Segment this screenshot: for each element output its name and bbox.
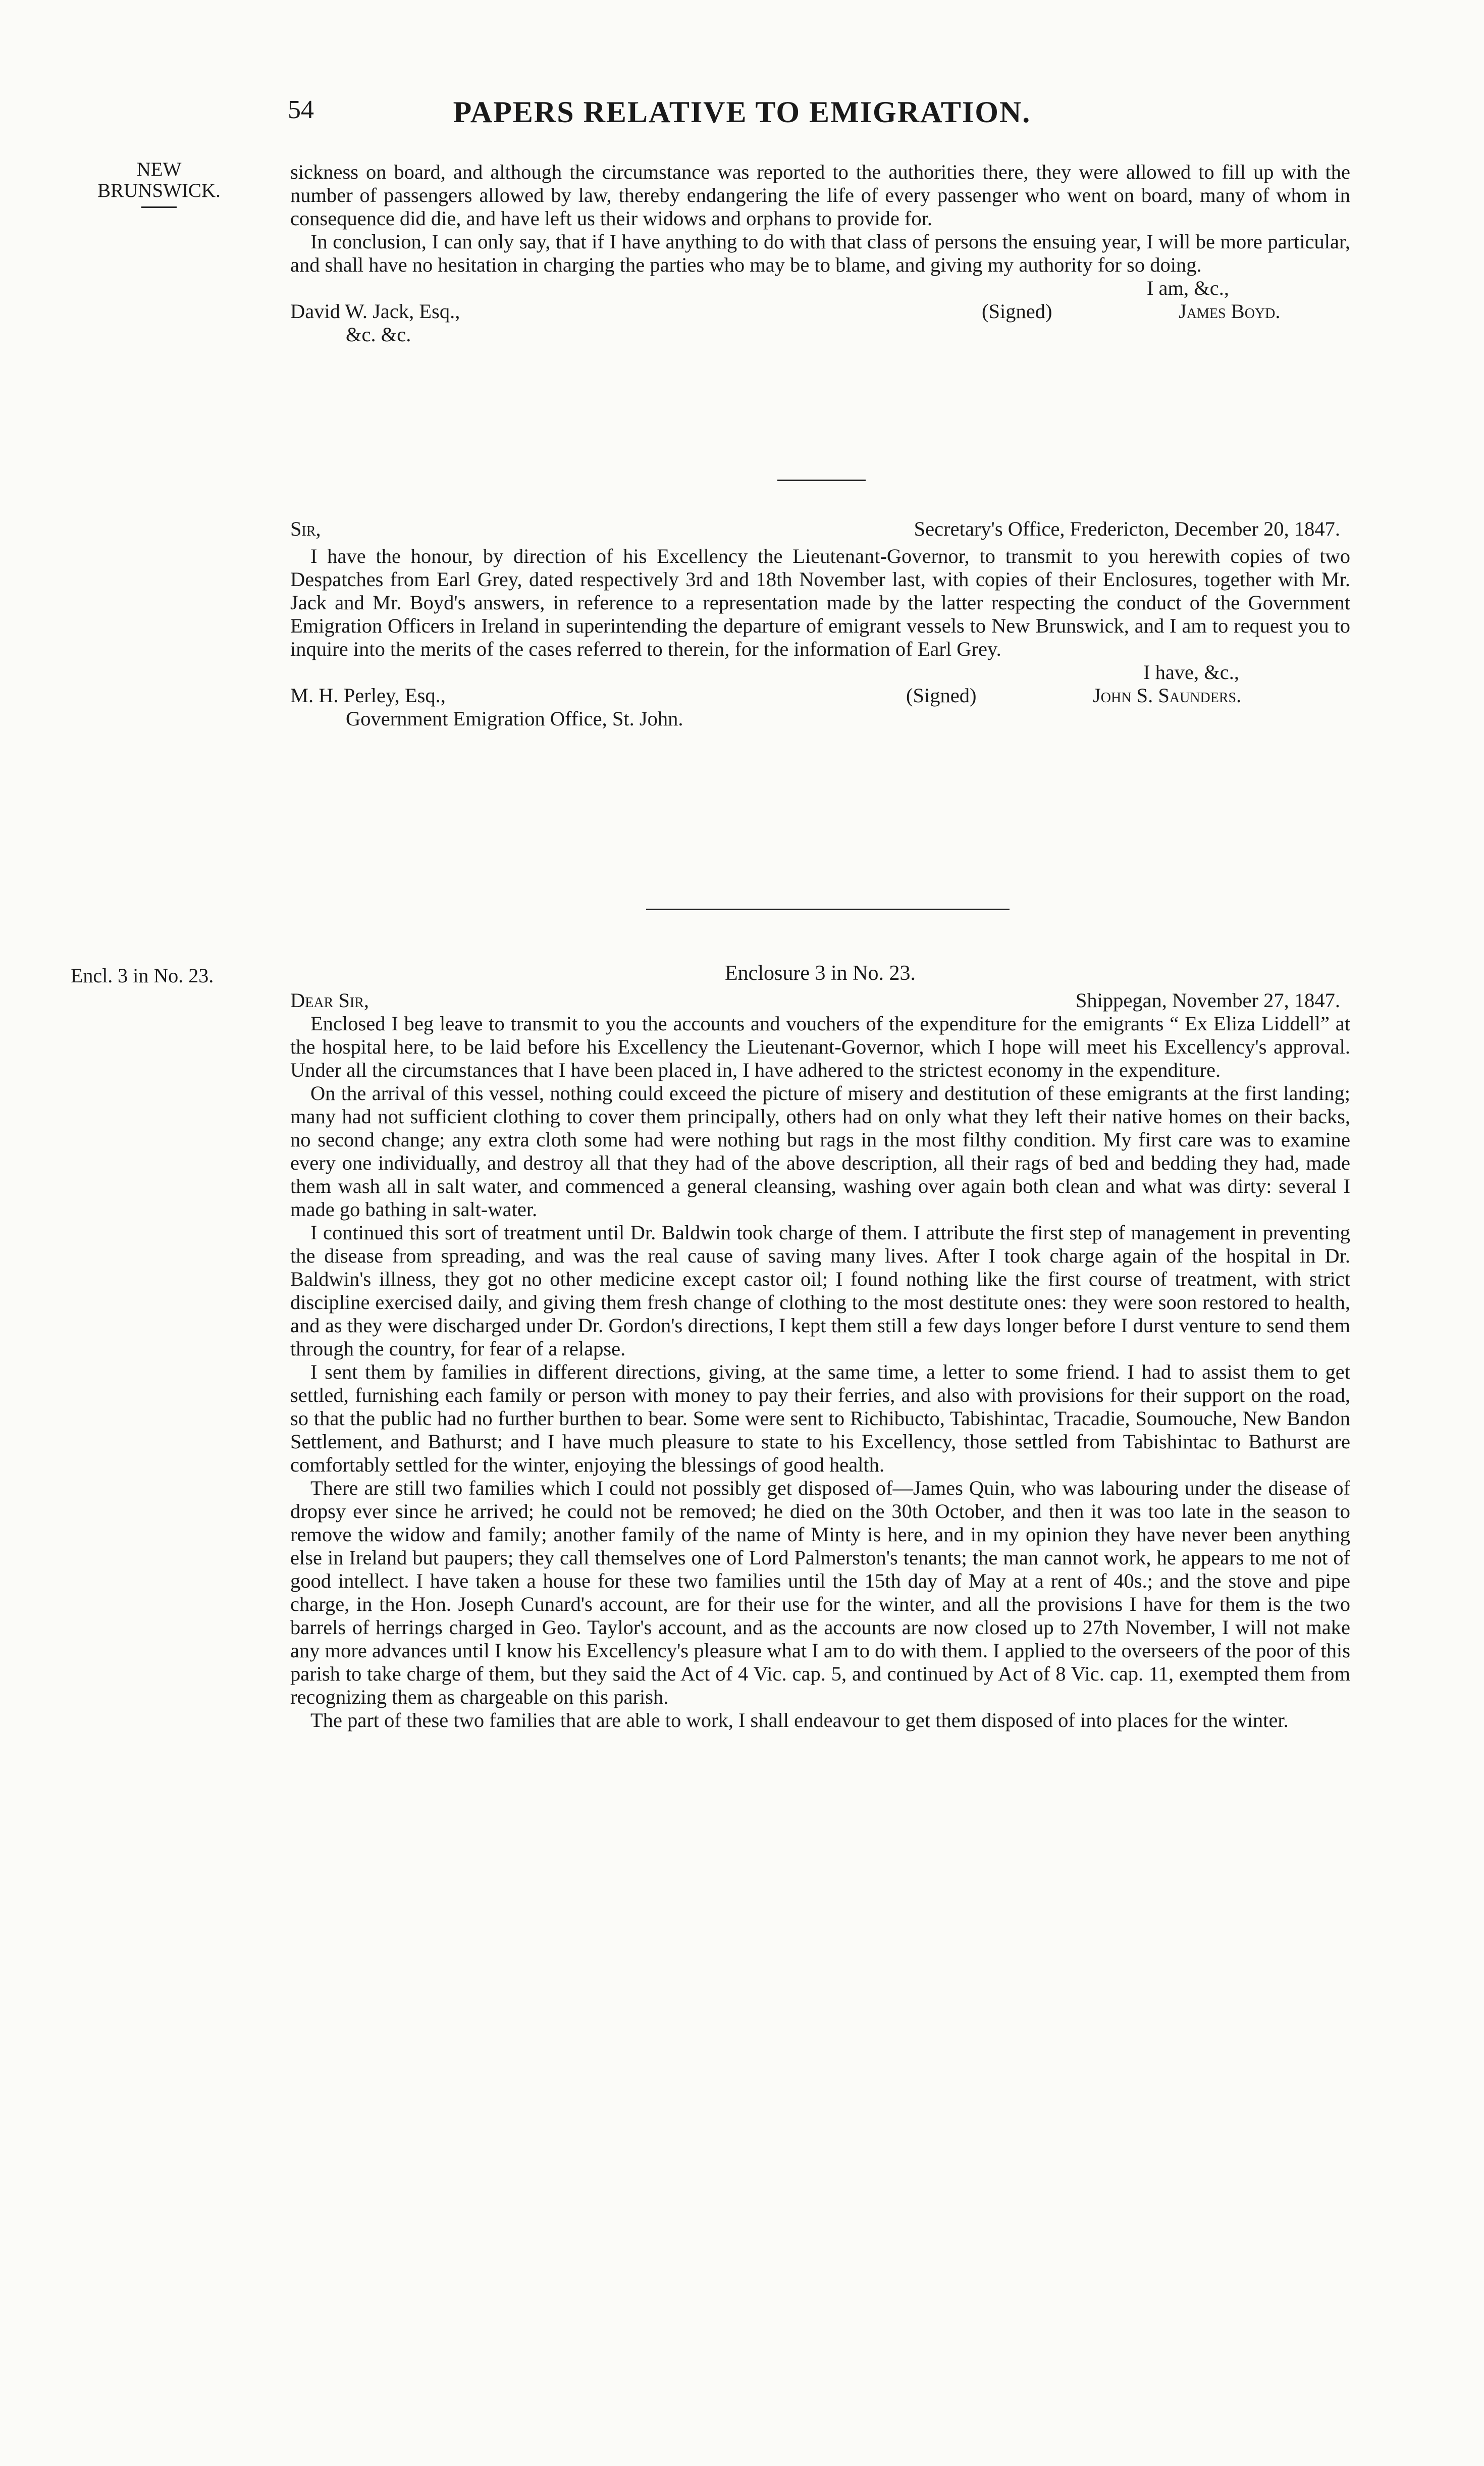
page-title: PAPERS RELATIVE TO EMIGRATION. xyxy=(453,95,1031,129)
margin-enclosure-ref: Encl. 3 in No. 23. xyxy=(71,964,214,987)
letter-saunders-heading xyxy=(290,517,1350,541)
letter-boyd xyxy=(290,161,1350,346)
margin-dash xyxy=(141,206,177,208)
letter-saunders-signoff xyxy=(290,684,1350,707)
divider-short xyxy=(777,480,866,481)
letter-saunders xyxy=(290,517,1350,730)
letter-boyd-para1: sickness on board, and although the circumstance was reported to the authorities there, they were allowed to fill up with the number of passengers allowed by law, thereby endangering the life of every passenger who went on board, many of whom in consequence did die, and have left us their widows and orphans to provide for. xyxy=(290,161,1350,230)
enclosure-para2: On the arrival of this vessel, nothing could exceed the picture of misery and destitution of these emigrants at the first landing; many had not sufficient clothing to cover them principally, others had on only what they left their native homes on their backs, no second change; any extra cloth some had were nothing but rags in the most filthy condition. My first care was to examine every one individually, and destroy all that they had of the above description, all their rags of bed and bedding they had, made them wash all in salt water, and commenced a general cleansing, washing over again both clean and what was dirty: several I made go bathing in salt-water. xyxy=(290,1082,1350,1221)
enclosure-para6: The part of these two families that are able to work, I shall endeavour to get them disposed of into places for the winter. xyxy=(310,1709,1289,1732)
enclosure-dateline: Shippegan, November 27, 1847. xyxy=(1075,989,1340,1012)
enclosure-heading-line xyxy=(290,989,1350,1012)
letter-saunders-addressee: M. H. Perley, Esq., xyxy=(290,684,446,707)
enclosure-para5: There are still two families which I could not possibly get disposed of—James Quin, who was labouring under the disease of dropsy ever since he arrived; he could not be removed; he died on the 30th October, and then it was too late in the season to remove the widow and family; another family of the name of Minty is here, and in my opinion they have never been anything else in Ireland but paupers; they call themselves one of Lord Palmerston's tenants; the man cannot work, he appears to me not of good intellect. I have taken a house for these two families until the 15th day of May at a rent of 40s.; and the stove and pipe charge, in the Hon. Joseph Cunard's account, are for their use for the winter, and all the provisions I have for them is the two barrels of herrings charged in Geo. Taylor's account, and as the accounts are now closed up to 27th November, I will not make any more advances until I know his Excellency's pleasure what I am to do with them. I applied to the overseers of the poor of this parish to take charge of them, but they said the Act of 4 Vic. cap. 5, and continued by Act of 8 Vic. cap. 11, exempted them from recognizing them as chargeable on this parish. xyxy=(290,1477,1350,1708)
letter-saunders-body: I have the honour, by direction of his Excellency the Lieutenant-Governor, to transmit to you herewith copies of two Despatches from Earl Grey, dated respectively 3rd and 18th November last, with copies of their Enclosures, together with Mr. Jack and Mr. Boyd's answers, in reference to a representation made by the latter respecting the conduct of the Government Emigration Officers in Ireland in superintending the departure of emigrant vessels to New Brunswick, and I am to request you to inquire into the merits of the cases referred to therein, for the information of Earl Grey. xyxy=(290,545,1350,660)
enclosure-para1: Enclosed I beg leave to transmit to you the accounts and vouchers of the expenditure for the emigrants “ Ex Eliza Liddell” at the hospital here, to be laid before his Excellency the Lieutenant-Governor, which I hope will meet his Excellency's approval. Under all the circumstances that I have been placed in, I have adhered to the strictest economy in the expenditure. xyxy=(290,1012,1350,1081)
letter-boyd-addressee-etc: &c. &c. xyxy=(346,323,411,346)
margin-province-line2: BRUNSWICK. xyxy=(97,180,221,201)
letter-boyd-para2: In conclusion, I can only say, that if I have anything to do with that class of persons the ensuing year, I will be more particular, and shall have no hesitation in charging the parties who may be to blame, and giving my authority for so doing. xyxy=(290,230,1350,276)
letter-boyd-addressee: David W. Jack, Esq., xyxy=(290,300,460,323)
enclosure-salutation: Dear Sir, xyxy=(290,989,369,1012)
letter-boyd-signed: (Signed) xyxy=(982,300,1052,323)
enclosure-letter xyxy=(290,962,1350,1732)
letter-saunders-office: Government Emigration Office, St. John. xyxy=(346,707,683,730)
letter-saunders-closing: I have, &c., xyxy=(1143,661,1239,684)
page-number: 54 xyxy=(288,95,314,124)
divider-long xyxy=(646,909,1010,910)
page-header xyxy=(288,95,1196,140)
letter-boyd-signature: James Boyd. xyxy=(1179,300,1281,323)
letter-saunders-dateline: Secretary's Office, Fredericton, December 20, 1847. xyxy=(914,517,1340,540)
letter-saunders-signed: (Signed) xyxy=(906,684,977,707)
letter-saunders-signature: John S. Saunders. xyxy=(1093,684,1242,707)
enclosure-heading: Enclosure 3 in No. 23. xyxy=(725,962,916,985)
letter-saunders-salutation: Sir, xyxy=(290,517,321,540)
letter-boyd-closing: I am, &c., xyxy=(1146,277,1229,299)
margin-province-line1: NEW xyxy=(136,159,182,180)
margin-province-note xyxy=(48,159,270,208)
letter-boyd-signoff xyxy=(290,300,1350,323)
enclosure-para3: I continued this sort of treatment until Dr. Baldwin took charge of them. I attribute the first step of management in preventing the disease from spreading, and was the real cause of saving many lives. After I took charge again of the hospital in Dr. Baldwin's illness, they got no other medicine except castor oil; I found nothing like the first course of treatment, with strict discipline exercised daily, and giving them fresh change of clothing to the most destitute ones: they were soon restored to health, and as they were discharged under Dr. Gordon's directions, I kept them still a few days longer before I durst venture to send them through the country, for fear of a relapse. xyxy=(290,1221,1350,1360)
enclosure-para4: I sent them by families in different directions, giving, at the same time, a letter to some friend. I had to assist them to get settled, furnishing each family or person with money to pay their ferries, and also with provisions for their support on the road, so that the public had no further burthen to bear. Some were sent to Richibucto, Tabishintac, Tracadie, Soumouche, New Bandon Settlement, and Bathurst; and I have much pleasure to state to his Excellency, those settled from Tabishintac to Bathurst are comfortably settled for the winter, enjoying the blessings of good health. xyxy=(290,1360,1350,1476)
